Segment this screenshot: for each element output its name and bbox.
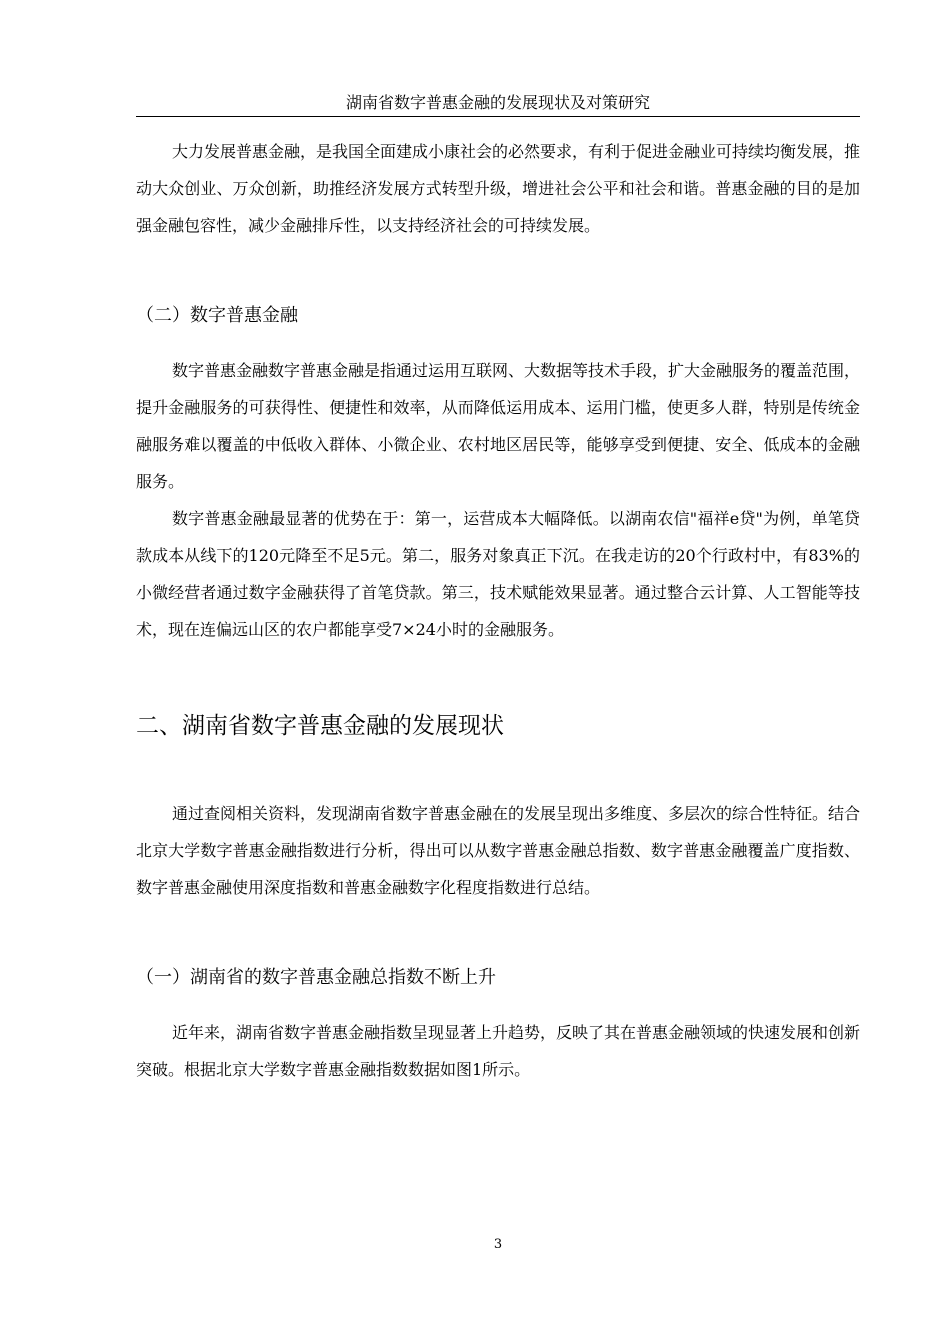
paragraph-inclusive-finance: 大力发展普惠金融，是我国全面建成小康社会的必然要求，有利于促进金融业可持续均衡发展，推动大众创业、万众创新，助推经济发展方式转型升级，增进社会公平和社会和谐。普惠金融的目的是加强金融包容性，减少金融排斥性，以支持经济社会的可持续发展。 (136, 142, 861, 235)
page-number: 3 (493, 1237, 503, 1252)
paragraph-index-trend: 近年来，湖南省数字普惠金融指数呈现显著上升趋势，反映了其在普惠金融领域的快速发展和创新突破。根据北京大学数字普惠金融指数数据如图1所示。 (136, 1023, 861, 1079)
paragraph-overview: 通过查阅相关资料，发现湖南省数字普惠金融在的发展呈现出多维度、多层次的综合性特征。结合北京大学数字普惠金融指数进行分析，得出可以从数字普惠金融总指数、数字普惠金融覆盖广度指数、数字普惠金融使用深度指数和普惠金融数字化程度指数进行总结。 (136, 804, 861, 897)
subheading-digital-inclusive-finance: （二）数字普惠金融 (136, 305, 298, 326)
header-rule (136, 116, 860, 117)
section-heading-development-status: 二、湖南省数字普惠金融的发展现状 (136, 713, 504, 739)
running-header: 湖南省数字普惠金融的发展现状及对策研究 (345, 93, 650, 112)
paragraph-definition: 数字普惠金融数字普惠金融是指通过运用互联网、大数据等技术手段，扩大金融服务的覆盖范围，提升金融服务的可获得性、便捷性和效率，从而降低运用成本、运用门槛，使更多人群，特别是传统金融服务难以覆盖的中低收入群体、小微企业、农村地区居民等，能够享受到便捷、安全、低成本的金融服务。 (136, 361, 861, 491)
subheading-total-index: （一）湖南省的数字普惠金融总指数不断上升 (136, 967, 496, 988)
paragraph-advantages: 数字普惠金融最显著的优势在于：第一，运营成本大幅降低。以湖南农信"福祥e贷"为例，单笔贷款成本从线下的120元降至不足5元。第二，服务对象真正下沉。在我走访的20个行政村中，有83%的小微经营者通过数字金融获得了首笔贷款。第三，技术赋能效果显著。通过整合云计算、人工智能等技术，现在连偏远山区的农户都能享受7×24小时的金融服务。 (136, 509, 860, 639)
